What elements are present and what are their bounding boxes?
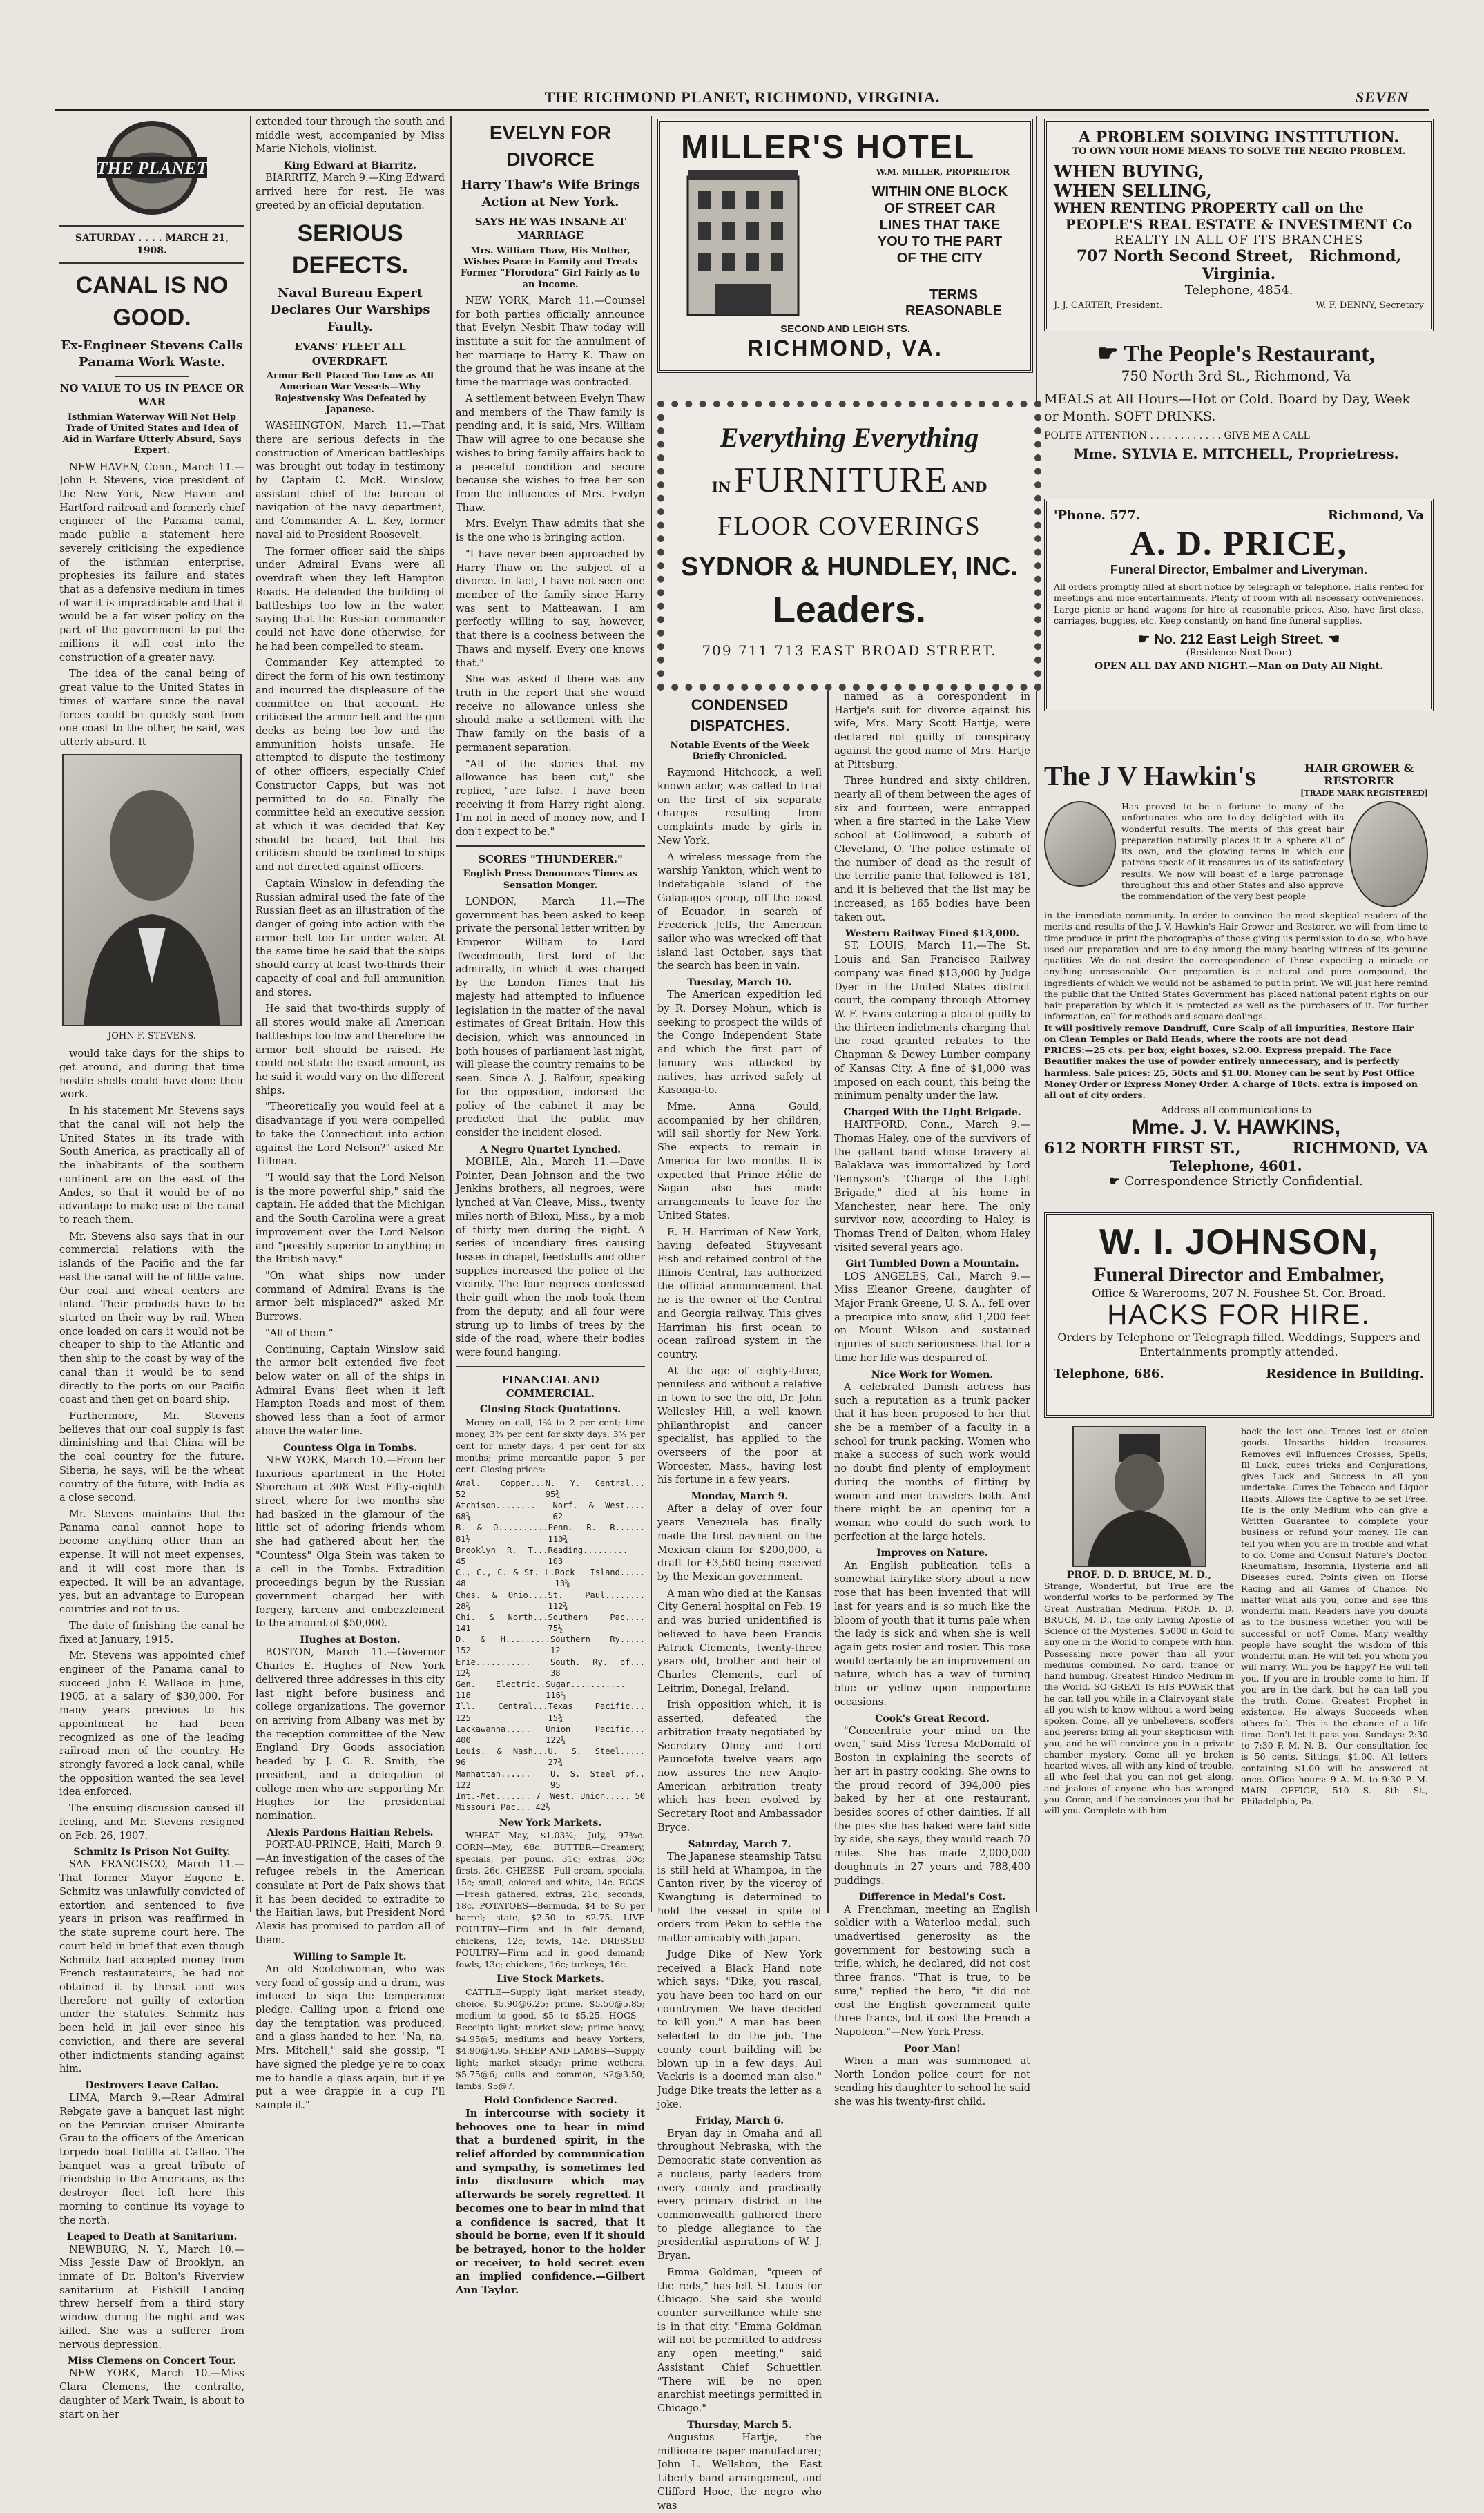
brief-title: Nice Work for Women. bbox=[871, 1369, 994, 1380]
deck: Mrs. William Thaw, His Mother, Wishes Peace in Family and Treats Former "Florodora" Girl Fairly as to an Income. bbox=[461, 245, 640, 290]
table-row: Ches. & Ohio.... 28¾ St. Paul........ 112¾ bbox=[456, 1590, 645, 1611]
portrait-woman-left bbox=[1044, 801, 1116, 887]
paragraph: Augustus Hartje, the millionaire paper manufacturer; John L. Wellshon, the East Liberty band arrangement, and Clifford Hooe, the negro who was bbox=[657, 2432, 822, 2512]
paragraph: Irish opposition which, it is asserted, defeated the arbitration treaty negotiated by Secretary Olney and Lord Pauncefote twelve years ago now assures the new Anglo-American arbitration treaty which has been evolved by Secretary Root and Ambassador Bryce. bbox=[657, 1700, 822, 1833]
date-heading: Friday, March 6. bbox=[695, 2115, 784, 2127]
ad-address: 612 NORTH FIRST ST., RICHMOND, VA bbox=[1044, 1139, 1428, 1158]
paragraph: Bryan day in Omaha and all throughout Nebraska, with the Democratic state convention as a nucleus, party leaders from every county and practically every primary district in the commonwealth gathered there to pledge allegiance to the presidential aspirations of W. J. Bryan. bbox=[657, 2128, 822, 2262]
ad-city: RICHMOND, VA. bbox=[747, 336, 943, 360]
deck: Armor Belt Placed Too Low as All American War Vessels—Why Rojestvensky Was Defeated by Japanese. bbox=[266, 371, 434, 415]
ad-body: Orders by Telephone or Telegraph filled. Weddings, Suppers and Entertainments promptly attended. bbox=[1057, 1331, 1420, 1358]
brief-title: Difference in Medal's Cost. bbox=[858, 1891, 1006, 1903]
paragraph: NEW YORK, March 10.—Miss Clara Clemens, the contralto, daughter of Mark Twain, is about to start on her bbox=[59, 2368, 244, 2420]
paragraph: Money on call, 1¾ to 2 per cent; time money, 3¾ per cent for sixty days, 3¾ per cent for ninety days, 4 per cent for six months; prime mercantile paper, 5 per cent. Closing prices: bbox=[456, 1416, 645, 1474]
table-row: B. & O.......... 81⅛ Penn. R. R...... 110¾ bbox=[456, 1523, 645, 1544]
paragraph: He said that two-thirds supply of all stores would make all American battleships too low and therefore the armor belt should be raised. He could not state the exact amount, as he said it would vary on the different ships. bbox=[256, 1003, 445, 1097]
ad-title: A PROBLEM SOLVING INSTITUTION. bbox=[1078, 128, 1400, 146]
brief-title: Alexis Pardons Haitian Rebels. bbox=[267, 1827, 434, 1838]
brief-title: Destroyers Leave Callao. bbox=[85, 2079, 219, 2091]
subhead: SAYS HE WAS INSANE AT MARRIAGE bbox=[474, 215, 626, 242]
paragraph: NEW YORK, March 10.—From her luxurious apartment in the Hotel Shoreham at 308 West Fifty-eighth street, where for two months she had basked in the glamour of the little set of adoring friends whom she had gathered about her, the "Countess" Olga Stein was taken to a cell in the Tombs. Extradition proceedings begun by the Russian government charged her with forgery, larceny and embezzlement to the amount of $50,000. bbox=[256, 1454, 445, 1630]
paragraph: Raymond Hitchcock, a well known actor, was called to trial on the first of six separate charges resulting from complaints made by girls in New York. bbox=[657, 767, 822, 847]
column-2 bbox=[256, 116, 445, 2111]
logo-text: THE PLANET bbox=[96, 158, 208, 178]
brief-title: Schmitz Is Prison Not Guilty. bbox=[73, 1847, 231, 1858]
paragraph: SAN FRANCISCO, March 11.—That former Mayor Eugene E. Schmitz was unlawfully convicted of extortion and sentenced to five years in prison was reaffirmed in the state supreme court here. The court held in brief that even though Schmitz had accepted money from French restaurateurs, he had not obtained it by threat and was therefore not guilty of extortion under the statutes. Schmitz has been held in jail ever since his conviction, and there are several other indictments standing against him. bbox=[59, 1859, 244, 2075]
masthead bbox=[55, 88, 1429, 111]
paragraph: Mme. Anna Gould, accompanied by her children, will sail shortly for New York. She expects to remain in America for two months. It is expected that Prince Hélie de Sagan also has made arrangements to leave for the United States. bbox=[657, 1101, 822, 1222]
ad-header bbox=[1044, 760, 1428, 801]
ad-line: REALTY IN ALL OF ITS BRANCHES bbox=[1114, 233, 1364, 248]
table-row: Missouri Pac... 42½ bbox=[456, 1802, 551, 1813]
paragraph: A celebrated Danish actress has such a reputation as a trunk packer that it has been proposed to her that she be a member of a faculty in a school for trunk packing. Women who make a success of such work would no doubt find plenty of employment during the months of flitting by women and men travelers both. And there might be an opening for a woman who could do such work to perfection at the large hotels. bbox=[834, 1381, 1030, 1543]
ad-address: ☛ No. 212 East Leigh Street. ☚ bbox=[1137, 632, 1340, 647]
paragraph: The idea of the canal being of great value to the United States in times of warfare since the naval forces could be quickly sent from one coast to the other, he said, was utterly absurd. It bbox=[59, 668, 244, 748]
paragraph: NEW HAVEN, Conn., March 11.—John F. Stevens, vice president of the New York, New Haven and Hartford railroad and formerly chief engineer of the Panama canal, made public a statement here severely criticising the expedience of the isthmian enterprise, prophesies its failure and states that as a defensive medium in times of war it is impracticable and that it would be a far wiser policy on the part of the government to put the millions it will cost into the construction of a greater navy. bbox=[59, 461, 244, 664]
column-rule bbox=[1036, 116, 1037, 1912]
ad-proprietor: W.M. MILLER, PROPRIETOR bbox=[876, 167, 1010, 177]
paragraph: At the age of eighty-three, penniless and without a relative in town to see the old, Dr. John Wellesley Hill, a well known philanthropist and cancer specialist, has applied to the overseers of the poor at Worcester, Mass., having lost his fortune in a few years. bbox=[657, 1365, 822, 1486]
ad-bruce bbox=[1044, 1426, 1428, 1913]
column-rule bbox=[827, 691, 829, 1913]
table-row: Brooklyn R. T... 45 Reading......... 103 bbox=[456, 1545, 628, 1566]
ad-proprietor: Mme. SYLVIA E. MITCHELL, Proprietress. bbox=[1073, 445, 1399, 463]
paragraph: The Japanese steamship Tatsu is still held at Whampoa, in the Canton river, by the viceroy of Kwangtung is determined to hold the vessel in spite of orders from Pekin to settle the matter amicably with Japan. bbox=[657, 1851, 822, 1945]
stock-table bbox=[456, 1478, 645, 1813]
dateline: SATURDAY . . . . MARCH 21, 1908. bbox=[75, 233, 229, 257]
section-subtitle: New York Markets. bbox=[499, 1818, 602, 1829]
portrait-john-stevens bbox=[62, 754, 242, 1026]
paragraph: Furthermore, Mr. Stevens believes that our coal supply is fast diminishing and that China will be the coal country for the future. Siberia, he says, will be the wheat country of the future, with India as a close second. bbox=[59, 1411, 244, 1504]
ad-millers-hotel bbox=[657, 119, 1033, 373]
hotel-building-icon bbox=[674, 156, 812, 322]
ad-left-col bbox=[1044, 1426, 1234, 1816]
paragraph: After a delay of over four years Venezuela has finally made the first payment on the Mexican claim for $200,000, a draft for £3,560 being received by the Mexican government. bbox=[657, 1503, 822, 1583]
headline: EVELYN FOR DIVORCE bbox=[489, 122, 612, 171]
brief-title: Charged With the Light Brigade. bbox=[843, 1107, 1021, 1119]
ad-note: ☛ Correspondence Strictly Confidential. bbox=[1109, 1174, 1363, 1189]
ad-subtitle: Funeral Director, Embalmer and Liveryman. bbox=[1110, 563, 1368, 577]
section-title: FINANCIAL AND COMMERCIAL. bbox=[501, 1373, 599, 1400]
paragraph: "I have never been approached by Harry Thaw on the subject of a divorce. In fact, I have not seen one member of the family since Harry was sent to Matteawan. I am perfectly willing to say, however, that there is a coolness between the Thaws and myself. Every one knows that." bbox=[456, 548, 645, 669]
paragraph: Commander Key attempted to direct the form of his own testimony and incurred the displeasure of the committee on that account. He criticised the armor belt and the gun decks as being too low and the ammunition hoists unsafe. He attempted to dispute the testimony of other officers, especially Chief Constructor Capps, but was not permitted to do so. Finally the committee held an executive session at which it was decided that Key should be heard, but that his criticism should be confined to ships and not directed against officers. bbox=[256, 657, 445, 874]
paragraph: PORT-AU-PRINCE, Haiti, March 9.—An investigation of the cases of the refugee rebels in the American consulate at Port de Paix shows that it has been decided to extradite to the Haitian laws, but President Nord Alexis has promised to pardon all of them. bbox=[256, 1839, 445, 1946]
caption: PROF. D. D. BRUCE, M. D., bbox=[1066, 1570, 1212, 1581]
portrait-engraving bbox=[64, 755, 240, 1025]
headline: CANAL IS NO GOOD. bbox=[75, 272, 229, 331]
ad-footer: Telephone, 686. Residence in Building. bbox=[1054, 1366, 1424, 1381]
pointing-hand-icon: ☛ bbox=[1137, 632, 1150, 647]
table-row: Louis. & Nash... 96 U. S. Steel..... 27¾ bbox=[456, 1746, 645, 1768]
ad-address: 707 North Second Street, Richmond, Virginia. bbox=[1076, 247, 1402, 284]
paragraph: The American expedition led by R. Dorsey Mohun, which is seeking to prospect the wilds of the Congo Independent State and which the first part of January was attacked by natives, has arrived safely at Kasonga-to. bbox=[657, 990, 822, 1097]
table-row: Erie........... 12½ South. Ry. pf... 38 bbox=[456, 1657, 645, 1678]
ad-company: PEOPLE'S REAL ESTATE & INVESTMENT Co bbox=[1065, 216, 1413, 233]
paragraph: "On what ships now under command of Admiral Evans is the armor belt misplaced?" asked Mr. Burrows. bbox=[256, 1271, 445, 1323]
table-row: Ill. Central... 125 Texas Pacific... 15¾ bbox=[456, 1702, 645, 1723]
ad-address: 750 North 3rd St., Richmond, Va bbox=[1121, 367, 1351, 384]
headline: SERIOUS DEFECTS. bbox=[291, 220, 409, 278]
column-rule bbox=[651, 116, 652, 1912]
paragraph: A wireless message from the warship Yankton, which went to Indefatigable island of the Galapagos group, off the coast of Ecuador, in search of Frederick Jeffs, the American sailor who was wrecked off that island last October, says that the search has been in vain. bbox=[657, 851, 822, 972]
column-rule bbox=[250, 116, 251, 1912]
column-rule bbox=[450, 116, 452, 1912]
paragraph: When a man was summoned at North London police court for not sending his daughter to school he said she was his twenty-first child. bbox=[834, 2055, 1030, 2108]
brief-title: King Edward at Biarritz. bbox=[284, 160, 416, 172]
ad-title: A. D. PRICE, bbox=[1130, 523, 1348, 562]
paragraph: LOS ANGELES, Cal., March 9.—Miss Eleanor Greene, daughter of Major Frank Greene, U. S. A., fell over a precipice into snow, slid 1,200 feet on Mount Wilson and sustained injuries of such seriousness that for a time her life was despaired of. bbox=[834, 1271, 1030, 1364]
ad-leaders: Leaders. bbox=[772, 589, 927, 630]
paragraph: Emma Goldman, "queen of the reds," has left St. Louis for Chicago. She said she would counter surveillance while she is in that city. "Emma Goldman will not be permitted to address any open meeting," said Assistant Chief Schuettler. "There will be no open anarchist meetings permitted in Chicago." bbox=[657, 2266, 822, 2414]
ad-terms: TERMS REASONABLE bbox=[905, 287, 1002, 318]
ad-title: The J V Hawkin's bbox=[1044, 760, 1256, 791]
subhead: Ex-Engineer Stevens Calls Panama Work Waste. bbox=[61, 338, 243, 370]
paragraph: Continuing, Captain Winslow said the armor belt extended five feet below water on all of the ships in Admiral Evans' fleet when it left Hampton Roads and most of them showed less than a foot of armor above the water line. bbox=[256, 1344, 445, 1437]
ad-body: Has proved to be a fortune to many of the unfortunates who are to-day delighted with its wonderful results. The merits of this great hair preparation naturally places it in a sphere all of its own, and the glowing terms in which our patrons speak of it reassures us of its satisfactory results. We now will boast of a large patronage throughout this and other States and also approve the commendation of the very best people bbox=[1121, 801, 1344, 901]
table-row: Manhattan...... 122 U. S. Steel pf.. 95 bbox=[456, 1769, 645, 1790]
table-row: Atchison........ 68¾ Norf. & West.... 62 bbox=[456, 1501, 645, 1522]
ad-trademark: [TRADE MARK REGISTERED] bbox=[1300, 789, 1428, 798]
brief-title: Improves on Nature. bbox=[876, 1548, 988, 1559]
ad-body: WHEN BUYING, WHEN SELLING, WHEN RENTING PROPERTY call on the bbox=[1054, 162, 1364, 217]
ad-peoples-restaurant bbox=[1044, 340, 1428, 485]
brief-title: Miss Clemens on Concert Tour. bbox=[68, 2356, 236, 2367]
table-row: Int.-Met....... 7 West. Union..... 50 bbox=[456, 1791, 645, 1801]
brief-title: Hughes at Boston. bbox=[300, 1635, 401, 1646]
table-row: Chi. & North... 141 Southern Pac.... 75½ bbox=[456, 1612, 645, 1634]
paragraph: WASHINGTON, March 11.—That there are serious defects in the construction of American battleships was brought out today in testimony by Captain C. McR. Winslow, assistant chief of the bureau of navigation of the navy department, and Commander A. L. Key, former naval aid to President Roosevelt. bbox=[256, 421, 445, 541]
paragraph: E. H. Harriman of New York, having defeated Stuyvesant Fish and retained control of the Illinois Central, has authorized the official announcement that he is the owner of the Central and Georgia railway. This gives Harriman his first ocean to ocean railroad system in the country. bbox=[657, 1226, 822, 1360]
ad-line: POLITE ATTENTION . . . . . . . . . . . . GIVE ME A CALL bbox=[1044, 430, 1310, 442]
paragraph: The former officer said the ships under Admiral Evans were all overdraft when they left Hampton Roads. He defended the building of battleships too low in the water, saying that the Russian commander could not have done otherwise, for he had been compelled to steam. bbox=[256, 546, 445, 653]
paragraph: A man who died at the Kansas City General hospital on Feb. 19 and was buried unidentified is believed to have been Francis Patrick Clements, twenty-three years old, brother and heir of Charles Clements, earl of Leitrim, Donegal, Ireland. bbox=[657, 1588, 822, 1695]
paragraph: "Theoretically you would feel at a disadvantage if you were compelled to take the Connecticut into action against the Lord Nelson?" asked Mr. Tillman. bbox=[256, 1101, 445, 1168]
brief-title: Leaped to Death at Sanitarium. bbox=[66, 2231, 238, 2243]
paragraph: "All of them." bbox=[265, 1327, 334, 1339]
headline: CONDENSED DISPATCHES. bbox=[689, 696, 790, 734]
date-heading: Saturday, March 7. bbox=[688, 1838, 791, 1850]
paragraph: "Concentrate your mind on the oven," said Miss Teresa McDonald of Boston in explaining the secrets of her art in pastry cooking. She owns to the proud record of 394,000 pies baked by her at one restaurant, besides scores of other dainties. If all the pies she has baked were laid side by side, she says, they would reach 70 miles. She has made 2,000,000 doughnuts in 27 years and 788,400 puddings. bbox=[834, 1725, 1030, 1887]
table-row: Lackawanna..... 400 Union Pacific... 122¼ bbox=[456, 1724, 645, 1745]
paragraph: She was asked if there was any truth in the report that she would receive no allowance unless she should make a settlement with the Thaw family on the basis of a permanent separation. bbox=[456, 674, 645, 753]
pointing-hand-icon: ☚ bbox=[1327, 632, 1340, 647]
paragraph: NEWBURG, N. Y., March 10.—Miss Jessie Daw of Brooklyn, an inmate of Dr. Bolton's Riverview sanitarium at Fishkill Landing threw herself from a third story window during the night and was killed. She was a sufferer from nervous depression. bbox=[59, 2244, 244, 2351]
paragraph: NEW YORK, March 11.—Counsel for both parties officially announce that Evelyn Nesbit Thaw today will institute a suit for the annulment of her marriage to Harry K. Thaw on the ground that he was insane at the time the marriage was contracted. bbox=[456, 295, 645, 389]
ad-line-floor: FLOOR COVERINGS bbox=[717, 512, 981, 541]
ad-title: ☛ The People's Restaurant, bbox=[1097, 341, 1375, 367]
ad-body: Strange, Wonderful, but True are the wonderful works to be performed by The Great Australian Medium. PROF. D. D. BRUCE, M. D., the only Living Apostle of Science of the Mysteries. $5000 in Gold to any one in the World to compete with him. Possessing more power than all your mediums combined. No card, trance or hand humbug. Greatest Hindoo Medium in the World. SO GREAT IS HIS POWER that he can tell you while in a Clairvoyant state all you wish to know without a word being spoken. Come, all ye unbelievers, scoffers and jeerers; bring all your skepticism with you, and he will convince you in a private chamber mystery. Come all ye broken hearted wives, all with any kind of trouble, all who feel that you can not get along, and jealous of anyone who has wronged you. Come, and if he convinces you that he will you. Complete with him. bbox=[1044, 1581, 1234, 1816]
brief-title: Hold Confidence Sacred. bbox=[483, 2095, 617, 2106]
ad-telephone: Telephone, 4854. bbox=[1184, 283, 1293, 298]
paragraph: "All of the stories that my allowance has been cut," she replied, "are false. I have been receiving it from Harry right along. I'm not in need of money now, and I don't expect to be." bbox=[456, 758, 645, 838]
paragraph: CATTLE—Supply light; market steady; choice, $5.90@6.25; prime, $5.50@5.85; medium to good, $5 to $5.25. HOGS—Receipts light; market slow; prime heavy, $4.95@5; mediums and heavy Yorkers, $4.90@4.95. SHEEP AND LAMBS—Supply light; market steady; prime wethers, $5.75@6; culls and common, $2@3.50; lambs, $5@7. bbox=[456, 1986, 645, 2091]
subhead: EVANS' FLEET ALL OVERDRAFT. bbox=[294, 340, 406, 367]
date-heading: Tuesday, March 10. bbox=[687, 977, 792, 989]
ad-body: MEALS at All Hours—Hot or Cold. Board by Day, Week or Month. SOFT DRINKS. bbox=[1044, 392, 1411, 424]
deck: English Press Denounces Times as Sensation Monger. bbox=[463, 869, 638, 891]
section-subtitle: Closing Stock Quotations. bbox=[479, 1404, 621, 1416]
brief-title: Poor Man! bbox=[904, 2043, 961, 2054]
paragraph: A Frenchman, meeting an English soldier with a Waterloo medal, such unadvertised generosity as the government for bestowing such a trifle, which, he declared, did not cost three francs. "That is true, to be sure," replied the hero, "it did not cost the English government quite three francs, but it cost the French a Napoleon."—New York Press. bbox=[834, 1904, 1030, 2038]
paragraph: MOBILE, Ala., March 11.—Dave Pointer, Dean Johnson and the two Jenkins brothers, all negroes, were lynched at Van Cleave, Miss., twenty miles north of Biloxi, Miss., by a mob of thirty men during the night. A series of incendiary fires causing losses in chapel, feedstuffs and other supplies increased the police of the vicinity. The four negroes confessed their guilt when the mob took them from the deputy, and all four were strung up to limbs of trees by the side of the road, where their bodies were found hanging. bbox=[456, 1156, 645, 1358]
brief-title: Countess Olga in Tombs. bbox=[283, 1442, 417, 1454]
deck: Isthmian Waterway Will Not Help Trade of United States and Idea of Aid in Warfare Utterly Absurd, Says Expert. bbox=[62, 412, 242, 456]
date-heading: Monday, March 9. bbox=[691, 1491, 789, 1503]
table-row: Gen. Electric.. 118 Sugar........... 116⅝ bbox=[456, 1679, 626, 1701]
portrait-prof-bruce bbox=[1072, 1426, 1206, 1567]
ad-note: Address all communications to bbox=[1160, 1105, 1312, 1117]
ad-address: SECOND AND LEIGH STS. bbox=[780, 323, 910, 335]
paragraph: would take days for the ships to get around, and during that time hostile shells could have done their work. bbox=[59, 1048, 244, 1101]
subhead: NO VALUE TO US IN PEACE OR WAR bbox=[59, 381, 244, 409]
date-heading: Thursday, March 5. bbox=[687, 2419, 792, 2431]
table-row: C., C., C. & St. L. 48 Rock Island..... 13⅝ bbox=[456, 1568, 645, 1589]
paragraph: A settlement between Evelyn Thaw and members of the Thaw family is pending and, it is said, Mrs. William Thaw will agree to one because she wishes to bring family affairs back to a peaceful condition and secure because she wishes to free her son from the influences of Mrs. Evelyn Thaw. bbox=[456, 393, 645, 514]
page-number: SEVEN bbox=[1355, 88, 1409, 106]
portrait-engraving bbox=[1074, 1427, 1205, 1566]
pointing-hand-icon: ☛ bbox=[1109, 1174, 1121, 1189]
ad-name: Mme. J. V. HAWKINS, bbox=[1131, 1116, 1341, 1139]
paragraph: ST. LOUIS, March 11.—The St. Louis and San Francisco Railway company was fined $13,000 by Judge Dyer in the United States district court, the company through Attorney W. F. Evans entering a plea of guilty to the thirteen indictments charging that the road granted rebates to the Chapman & Dewey Lumber company of Kansas City. A fine of $1,000 was imposed on each count, this being the minimum penalty under the law. bbox=[834, 941, 1030, 1102]
ad-product: HAIR GROWER & RESTORER bbox=[1304, 762, 1414, 787]
paragraph: "I would say that the Lord Nelson is the more powerful ship," said the captain. He added that the Michigan and the South Carolina were a great improvement over the Lord Nelson and "possibly superior to anything in the British navy." bbox=[256, 1172, 445, 1266]
brief-title: A Negro Quartet Lynched. bbox=[479, 1144, 621, 1155]
ad-title: MILLER'S HOTEL bbox=[681, 129, 976, 166]
paragraph: The ensuing discussion caused ill feeling, and Mr. Stevens resigned on Feb. 26, 1907. bbox=[59, 1803, 244, 1842]
paragraph: BOSTON, March 11.—Governor Charles E. Hughes of New York delivered three addresses in this city last night before business and college organizations. The governor on arriving from Albany was met by the reception committee of the New England Dry Goods association headed by J. C. R. Smith, the president, and a delegation of college men who are supporting Mr. Hughes for the presidential nomination. bbox=[256, 1647, 445, 1822]
ad-telephone: Telephone, 4601. bbox=[1170, 1157, 1302, 1175]
subhead: Harry Thaw's Wife Brings Action at New York. bbox=[461, 177, 640, 209]
ad-subtitle: Funeral Director and Embalmer, bbox=[1093, 1263, 1385, 1286]
ad-hawkins bbox=[1044, 760, 1428, 1202]
subhead: Naval Bureau Expert Declares Our Warships Faulty. bbox=[270, 285, 430, 334]
paragraph: HARTFORD, Conn., March 9.—Thomas Haley, one of the survivors of the gallant band whose bravery at Balaklava was immortalized by Lord Tennyson's "Charge of the Light Brigade," died at his home in Manchester, near here. The only survivor now, according to Haley, is Thomas Trend of Dalton, whom Haley visited several years ago. bbox=[834, 1119, 1030, 1253]
paragraph: BIARRITZ, March 9.—King Edward arrived here for rest. He was greeted by an official deputation. bbox=[256, 173, 445, 211]
paragraph: LONDON, March 11.—The government has been asked to keep private the personal letter written by Emperor William to Lord Tweedmouth, first lord of the admiralty, in which it was charged by the London Times that his majesty had attempted to influence legislation in the matter of the naval estimates of Great Britain. How this decision, which was announced in both houses of parliament last night, will please the country remains to be seen. Since A. J. Balfour, speaking for the opposition, indorsed the policy of the cabinet it may be predicted that the public may consider the incident closed. bbox=[456, 896, 645, 1139]
section-subtitle: Live Stock Markets. bbox=[497, 1974, 604, 1985]
ad-johnson bbox=[1044, 1212, 1434, 1418]
column-5 bbox=[834, 691, 1030, 2108]
ad-company: SYDNOR & HUNDLEY, INC. bbox=[681, 552, 1018, 581]
brief-title: Cook's Great Record. bbox=[875, 1713, 990, 1724]
ad-title: W. I. JOHNSON, bbox=[1099, 1222, 1379, 1262]
paragraph: In intercourse with society it behooves one to bear in mind that a burdened spirit, in the relief afforded by communication and sympathy, is sometimes led into disclosure which may afterwards be sorely regretted. It becomes one to bear in mind that a confidence is sacred, that it should be borne, even if it should be betrayed, honor to the holder or receiver, to hold secret even an implied confidence.—Gilbert Ann Taylor. bbox=[456, 2107, 646, 2297]
ad-sydnor-hundley bbox=[657, 401, 1041, 691]
pointing-hand-icon: ☛ bbox=[1097, 341, 1119, 367]
brief-title: SCORES "THUNDERER." bbox=[478, 852, 623, 865]
logo bbox=[83, 116, 221, 220]
ad-line: HACKS FOR HIRE. bbox=[1107, 1300, 1371, 1330]
column-4 bbox=[657, 691, 822, 2512]
paragraph: LIMA, March 9.—Rear Admiral Rebgate gave a banquet last night on the Peruvian cruiser Almirante Grau to the officers of the American torpedo boat flotilla at Callao. The banquet was a great tribute of friendship to the Americans, as the destroyer fleet left here this morning to continue its voyage to the north. bbox=[59, 2092, 244, 2226]
ad-ad-price bbox=[1044, 499, 1434, 711]
paragraph: Judge Dike of New York received a Black Hand note which says: "Dike, you rascal, you have been too hard on our countrymen. We have decided to kill you." A man has been selected to do the job. The county court building will be blown up in a few days. Aul Vackris is a doomed man also." Judge Dike treats the letter as a joke. bbox=[657, 1949, 822, 2110]
paragraph: named as a corespondent in Hartje's suit for divorce against his wife, Mrs. Mary Scott Hartje, were declared not guilty of conspiracy against the good name of Mrs. Hartje at Pittsburg. bbox=[834, 691, 1030, 771]
paragraph: Mr. Stevens also says that in our commercial relations with the islands of the Pacific and the far east the canal will be of little value. Our coal and wheat centers are inland. Their products have to be started on their way by rail. When once loaded on cars it would not be cheaper to ship to the Atlantic and then ship to the coast by way of the canal than it would be to send directly to the ports on our Pacific coast and then get on board ship. bbox=[59, 1231, 244, 1406]
ad-body: It will positively remove Dandruff, Cure Scalp of all impurities, Restore Hair on Clean Temples or Bald Heads, where the roots are not dead bbox=[1044, 1022, 1414, 1044]
ad-line-everything: Everything Everything bbox=[720, 422, 979, 453]
paragraph: extended tour through the south and middle west, accompanied by Miss Marie Nichols, violinist. bbox=[256, 117, 445, 155]
ad-testimonial bbox=[1044, 801, 1428, 907]
column-1 bbox=[59, 116, 244, 2420]
ad-hours: OPEN ALL DAY AND NIGHT.—Man on Duty All Night. bbox=[1095, 661, 1383, 672]
paragraph: Three hundred and sixty children, nearly all of them between the ages of six and fourteen, were entrapped when a fire started in the Lake View school at Collinwood, a suburb of Cleveland, O. The police estimate of the number of dead as the result of the terrific panic that followed is 181, and it is believed that the list may be increased, as 165 bodies have been taken out. bbox=[834, 776, 1030, 923]
deck: Notable Events of the Week Briefly Chronicled. bbox=[670, 740, 809, 762]
paragraph: Mrs. Evelyn Thaw admits that she is the one who is bringing action. bbox=[456, 519, 645, 544]
brief-title: Girl Tumbled Down a Mountain. bbox=[845, 1258, 1019, 1270]
ad-subtitle: TO OWN YOUR HOME MEANS TO SOLVE THE NEGRO PROBLEM. bbox=[1072, 146, 1406, 157]
masthead-title: THE RICHMOND PLANET, RICHMOND, VIRGINIA. bbox=[544, 88, 941, 106]
paragraph: In his statement Mr. Stevens says that the canal will not help the United States in its trade with South America, as practically all of the inhabitants of the southern continent are on the east of the Andes, so that it would be of no advantage to make use of the canal to reach them. bbox=[59, 1106, 244, 1226]
ad-body: back the lost one. Traces lost or stolen goods. Unearths hidden treasures. Removes evil influences Crosses, Spells, Ill Luck, cures tricks and Conjurations, gives Luck and Success in all you undertake. Cures the Tobacco and Liquor Habits. Allows the Captive to be set Free. He is the only Medium who can give a Written Guarantee to complete your business or refund your money. He can tell you when you are in trouble and what to do. Come and Consult Nature's Doctor. Rheumatism, Insomnia, Hysteria and all Diseases cured. Points given on Horse Racing and all Games of Chance. No matter what ails you, come and see this wonderful man. Readers have you doubts as to the business whether you will be successful or not? Come. Many wealthy people have sought the wisdom of this wonderful man. He will tell you whom you will marry. Will you be happy? He will tell you. If you are in trouble come to him. If you are in the dark, but he can tell you the truth. Come. Greatest Prophet in existence. He always Succeeds when others fail. This is the chance of a life time. Don't let it pass you. Sundays: 2:30 to 7:30 P. M. N. B.—Our consultation fee is 50 cents. Sittings, $1.00. All letters containing $1.00 will be answered at once. Office hours: 9 A. M. to 9:30 P. M. MAIN OFFICE, 510 S. 8th St., Philadelphia, Pa. bbox=[1241, 1426, 1428, 1807]
paragraph: An old Scotchwoman, who was very fond of gossip and a dram, was induced to sign the temperance pledge. Calling upon a friend one day the temptation was produced, and a glass handed to her. "Na, na, Mrs. Mitchell," said she gossip, "I have signed the pledge ye're to coax me to handle a glass again, but if ye put a wee drappie in a cup I'll sample it." bbox=[256, 1963, 445, 2111]
ad-address: 709 711 713 EAST BROAD STREET. bbox=[702, 642, 997, 659]
ad-peoples-real-estate bbox=[1044, 119, 1434, 331]
ad-line-furniture: IN FURNITURE AND bbox=[711, 461, 987, 500]
column-3 bbox=[456, 116, 646, 2297]
paragraph: WHEAT—May, $1.03¾; July, 97¾c. CORN—May, 68c. BUTTER—Creamery, specials, per pound, 31c; extras, 30c; firsts, 26c. CHEESE—Full cream, specials, 15c; small, colored and white, 14c. EGGS—Fresh gathered, extras, 21c; seconds, 18c. POTATOES—Bermuda, $4 to $6 per barrel; state, $2.50 to $2.75. LIVE POULTRY—Firm and in fair demand; chickens, 12c; fowls, 14c. DRESSED POULTRY—Firm and in good demand; fowls, 13c; chickens, 16c; turkeys, 16c. bbox=[456, 1830, 645, 1970]
paragraph: The date of finishing the canal he fixed at January, 1915. bbox=[59, 1620, 244, 1646]
portrait-woman-right bbox=[1349, 801, 1428, 907]
table-row: Amal. Copper... 52 N. Y. Central... 95¾ bbox=[456, 1478, 645, 1499]
paragraph: An English publication tells a somewhat fairylike story about a new rose that has been invented that will last for years and is so much like the bloom of youth that it turns pale when the lady is sick and when she is well again gets rosier and rosier. This rose would certainly be an improvement on nature, which has a way of turning blue or yellow upon inopportune occasions. bbox=[834, 1560, 1030, 1708]
ad-note: (Residence Next Door.) bbox=[1186, 648, 1292, 658]
table-row: D. & H......... 152 Southern Ry..... 12 bbox=[456, 1635, 645, 1656]
brief-title: Willing to Sample It. bbox=[293, 1951, 407, 1963]
ad-prices: PRICES:—25 cts. per box; eight boxes, $2.00. Express prepaid. The Face Beautifier makes the use of powder entirely unnecessary, and is perfectly harmless. Sale prices: 25, 50cts and $1.00. Money can be sent by Post Office Money Order or Express Money Order. A charge of 10cts. extra is imposed on all out of city orders. bbox=[1044, 1045, 1418, 1100]
ad-address: Office & Warerooms, 207 N. Foushee St. Cor. Broad. bbox=[1092, 1287, 1386, 1300]
ad-tagline: WITHIN ONE BLOCK OF STREET CAR LINES THAT TAKE YOU TO THE PART OF THE CITY bbox=[871, 184, 1008, 266]
paragraph: Mr. Stevens maintains that the Panama canal cannot hope to become anything other than an expense. It will not meet expenses, and it will cost more than is expected. It will be an advantage, yes, but an advantage to European countries and not to us. bbox=[59, 1509, 244, 1616]
paragraph: Captain Winslow in defending the Russian admiral used the fate of the Russian fleet as an illustration of the danger of going into action with the armor belt too far under water. At the same time he said that the ships should carry at least two-thirds their capacity of coal and full ammunition and stores. bbox=[256, 878, 445, 999]
ad-header: 'Phone. 577. Richmond, Va bbox=[1054, 508, 1424, 523]
caption: JOHN F. STEVENS. bbox=[108, 1030, 196, 1041]
ad-body: in the immediate community. In order to convince the most skeptical readers of the merits and results of the J. V. Hawkin's Hair Grower and Restorer, we will from time to time produce in print the photographs of those giving us permission to do so, who have used our preparation and are to-day among the many bearing witness of its genuine qualities. We do not desire the correspondence of those expecting a miracle or anything unreasonable. Our preparation is a natural and pure compound, the ingredients of which we would not be ashamed to put in print. We will just here remind the public that the United States Government has placed national patent rights on our hair preparation by which it is protected as well as the purchasers of it. For further information, call for methods and square dealings. bbox=[1044, 910, 1428, 1022]
ad-body: All orders promptly filled at short notice by telegraph or telephone. Halls rented for meetings and nice entertainments. Plenty of room with all necessary conveniences. Large picnic or hand wagons for hire at reasonable prices. Also, have first-class, carriages, buggies, etc. Keep constantly on hand fine funeral supplies. bbox=[1054, 581, 1424, 626]
brief-title: Western Railway Fined $13,000. bbox=[845, 928, 1020, 940]
paragraph: Mr. Stevens was appointed chief engineer of the Panama canal to succeed John F. Wallace in June, 1905, at a salary of $30,000. For many years previous to his appointment he had been recognized as one of the leading railroad men of the country. He strongly favored a lock canal, while the opposition wanted the sea level idea enforced. bbox=[59, 1650, 244, 1798]
ad-officers: J. J. CARTER, President. W. F. DENNY, Secretary bbox=[1054, 300, 1424, 311]
